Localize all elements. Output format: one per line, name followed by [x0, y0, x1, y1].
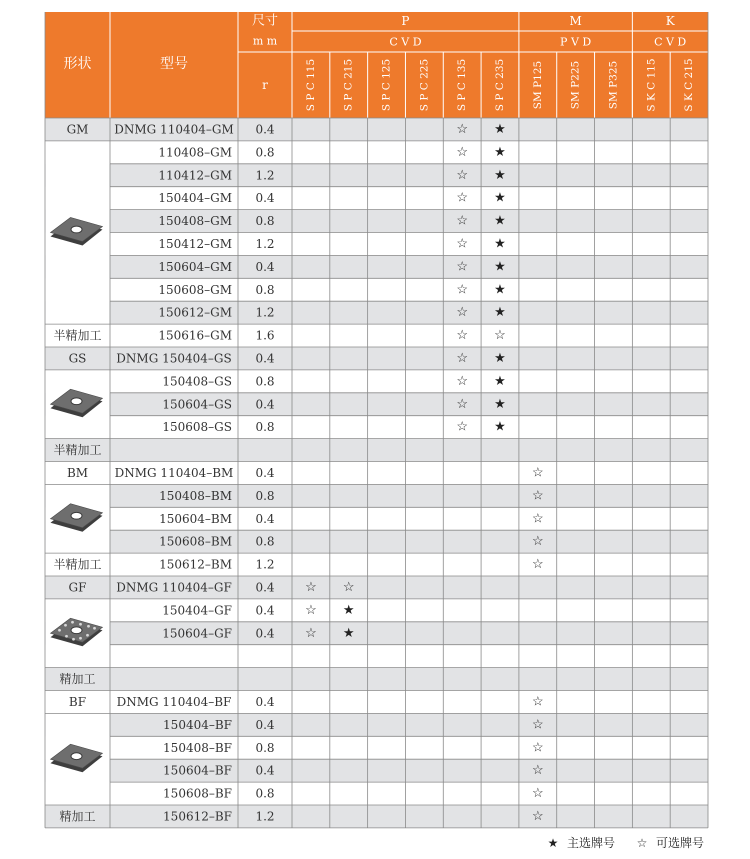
optional-grade-mark: ☆ [305, 579, 317, 595]
optional-grade-mark: ☆ [456, 373, 469, 389]
primary-grade-mark: ★ [342, 625, 355, 641]
optional-grade-mark: ☆ [531, 786, 544, 802]
primary-grade-mark: ★ [494, 373, 506, 389]
primary-grade-mark: ★ [494, 144, 506, 160]
grade-header: S P C 235 [494, 58, 506, 112]
model-cell: 150616–GM [158, 328, 232, 343]
radius-cell: 0.4 [255, 351, 275, 366]
primary-grade-mark: ★ [494, 259, 506, 275]
radius-cell: 0.8 [255, 740, 275, 755]
primary-grade-mark: ★ [342, 602, 355, 618]
optional-star-icon: ☆ [636, 836, 648, 850]
optional-grade-mark: ☆ [531, 694, 544, 710]
radius-cell: 0.4 [255, 626, 275, 641]
table-row-shade [45, 668, 708, 691]
model-cell: DNMG 110404–GF [116, 580, 232, 595]
model-cell: 150612–BF [163, 809, 232, 824]
radius-cell: 1.2 [255, 557, 275, 572]
grade-header: SM P125 [531, 60, 544, 110]
model-cell: 110412–GM [158, 168, 232, 183]
table-row-shade [45, 759, 708, 782]
table-row-shade [45, 210, 708, 233]
shape-label: BF [68, 694, 87, 709]
optional-grade-mark: ☆ [494, 328, 506, 344]
grade-header: SM P325 [607, 60, 620, 110]
grade-header: SM P225 [569, 60, 582, 110]
model-cell: DNMG 110404–BM [114, 465, 234, 480]
optional-grade-mark: ☆ [531, 534, 544, 550]
chipbreaker-dot [79, 623, 82, 626]
radius-cell: 0.8 [255, 374, 275, 389]
insert-hole [71, 398, 82, 405]
optional-grade-mark: ☆ [456, 259, 469, 275]
insert-hole [71, 226, 82, 233]
table-row-shade [45, 301, 708, 324]
table-row-shade [45, 255, 708, 278]
radius-cell: 0.4 [255, 717, 275, 732]
model-cell: 150612–GM [158, 305, 232, 320]
model-cell: 150608–GS [162, 420, 232, 435]
model-cell: 150604–GM [158, 259, 232, 274]
optional-grade-mark: ☆ [456, 190, 469, 206]
radius-cell: 0.8 [255, 282, 275, 297]
model-header: 型号 [160, 56, 188, 72]
model-cell: 150404–GM [158, 191, 232, 206]
model-cell: 150608–GM [158, 282, 232, 297]
radius-cell: 1.6 [255, 328, 275, 343]
radius-header: r [262, 78, 268, 92]
model-cell: 110408–GM [158, 145, 232, 160]
radius-cell: 1.2 [255, 168, 275, 183]
model-cell: 150612–BM [159, 557, 232, 572]
grade-header: S P C 115 [304, 58, 317, 112]
radius-cell: 0.4 [255, 191, 275, 206]
model-cell: 150604–GF [162, 626, 232, 641]
radius-cell: 0.4 [255, 694, 275, 709]
coating-label: C V D [389, 35, 422, 49]
model-cell: 150604–BF [163, 763, 232, 778]
model-cell: DNMG 110404–BF [116, 694, 232, 709]
primary-star-icon: ★ [547, 836, 559, 850]
optional-legend-label: 可选牌号 [655, 836, 705, 850]
table-row-shade [45, 164, 708, 187]
optional-grade-mark: ☆ [456, 419, 469, 435]
shape-label: GS [68, 351, 87, 366]
primary-grade-mark: ★ [494, 121, 506, 137]
material-group-label: P [401, 14, 410, 28]
radius-cell: 0.4 [255, 259, 275, 274]
size-header: 尺寸 [251, 13, 279, 29]
radius-cell: 0.8 [255, 786, 275, 801]
primary-grade-mark: ★ [494, 305, 506, 321]
optional-grade-mark: ☆ [456, 328, 469, 344]
primary-grade-mark: ★ [494, 213, 506, 229]
grade-header: S K C 115 [645, 58, 658, 112]
radius-cell: 0.4 [255, 580, 275, 595]
optional-grade-mark: ☆ [342, 579, 355, 595]
model-cell: 150604–BM [159, 511, 232, 526]
primary-grade-mark: ★ [494, 282, 506, 298]
shape-label: 半精加工 [53, 443, 102, 458]
shape-label: GF [68, 580, 87, 595]
optional-grade-mark: ☆ [456, 144, 469, 160]
chipbreaker-dot [72, 638, 75, 641]
radius-cell: 0.4 [255, 465, 275, 480]
shape-label: GM [66, 122, 89, 137]
primary-legend-label: 主选牌号 [566, 836, 616, 850]
grade-header: S P C 215 [342, 58, 355, 112]
shape-label: 半精加工 [53, 557, 102, 572]
table-row-shade [45, 439, 708, 462]
radius-cell: 0.8 [255, 420, 275, 435]
model-cell: 150412–GM [158, 236, 232, 251]
table-row-shade [45, 622, 708, 645]
optional-grade-mark: ☆ [456, 121, 469, 137]
optional-grade-mark: ☆ [531, 808, 544, 824]
shape-header: 形状 [63, 56, 92, 72]
model-cell: 150608–BF [163, 786, 232, 801]
optional-grade-mark: ☆ [456, 213, 469, 229]
grade-header: S P C 135 [456, 58, 469, 112]
chipbreaker-dot [65, 635, 68, 638]
radius-cell: 0.4 [255, 603, 275, 618]
optional-grade-mark: ☆ [456, 396, 469, 412]
shape-label: 精加工 [59, 672, 96, 687]
radius-cell: 1.2 [255, 809, 275, 824]
model-cell: 150408–BF [163, 740, 232, 755]
chipbreaker-dot [58, 629, 61, 632]
shape-label: 半精加工 [53, 328, 102, 343]
radius-cell: 0.8 [255, 145, 275, 160]
radius-cell: 0.8 [255, 488, 275, 503]
optional-grade-mark: ☆ [531, 488, 544, 504]
radius-cell: 0.4 [255, 122, 275, 137]
optional-grade-mark: ☆ [456, 236, 469, 252]
material-group-label: M [569, 14, 582, 28]
model-cell: DNMG 110404–GM [114, 122, 234, 137]
table-row-shade [45, 393, 708, 416]
radius-cell: 1.2 [255, 305, 275, 320]
model-cell: 150408–BM [159, 488, 232, 503]
model-cell: 150408–GS [162, 374, 232, 389]
optional-grade-mark: ☆ [456, 282, 469, 298]
model-cell: DNMG 150404–GS [116, 351, 232, 366]
optional-grade-mark: ☆ [531, 763, 544, 779]
model-cell: 150608–BM [159, 534, 232, 549]
optional-grade-mark: ☆ [531, 740, 544, 756]
coating-label: P V D [560, 35, 592, 49]
radius-cell: 1.2 [255, 236, 275, 251]
primary-grade-mark: ★ [494, 419, 506, 435]
primary-grade-mark: ★ [494, 167, 506, 183]
optional-grade-mark: ☆ [305, 602, 317, 618]
chipbreaker-dot [93, 627, 96, 630]
coating-label: C V D [654, 35, 687, 49]
chipbreaker-dot [79, 637, 82, 640]
primary-grade-mark: ★ [494, 236, 506, 252]
optional-grade-mark: ☆ [531, 465, 544, 481]
material-group-label: K [665, 14, 675, 28]
model-cell: 150404–GF [162, 603, 232, 618]
optional-grade-mark: ☆ [531, 557, 544, 573]
primary-grade-mark: ★ [494, 190, 506, 206]
grade-header: S P C 225 [418, 58, 431, 112]
insert-hole [71, 627, 82, 634]
shape-label: BM [66, 465, 89, 480]
table-row-shade [45, 484, 708, 507]
size-unit-header: m m [252, 34, 278, 48]
chipbreaker-dot [71, 621, 74, 624]
radius-cell: 0.4 [255, 397, 275, 412]
radius-cell: 0.8 [255, 214, 275, 229]
shape-label: 精加工 [59, 809, 96, 824]
insert-hole [71, 512, 82, 519]
primary-grade-mark: ★ [494, 350, 506, 366]
optional-grade-mark: ☆ [456, 305, 469, 321]
radius-cell: 0.8 [255, 534, 275, 549]
chipbreaker-dot [64, 624, 67, 627]
primary-grade-mark: ★ [494, 396, 506, 412]
radius-cell: 0.4 [255, 763, 275, 778]
chipbreaker-dot [87, 625, 90, 628]
optional-grade-mark: ☆ [456, 167, 469, 183]
grade-header: S K C 215 [683, 58, 696, 112]
optional-grade-mark: ☆ [531, 511, 544, 527]
chipbreaker-dot [86, 634, 89, 637]
grade-header: S P C 125 [380, 58, 393, 112]
table-row-shade [45, 530, 708, 553]
optional-grade-mark: ☆ [531, 717, 544, 733]
table-row-shade [45, 713, 708, 736]
optional-grade-mark: ☆ [456, 350, 469, 366]
model-cell: 150408–GM [158, 214, 232, 229]
model-cell: 150404–BF [163, 717, 232, 732]
radius-cell: 0.4 [255, 511, 275, 526]
model-cell: 150604–GS [162, 397, 232, 412]
table-row-shade [45, 805, 708, 828]
insert-hole [71, 753, 82, 760]
optional-grade-mark: ☆ [305, 625, 317, 641]
